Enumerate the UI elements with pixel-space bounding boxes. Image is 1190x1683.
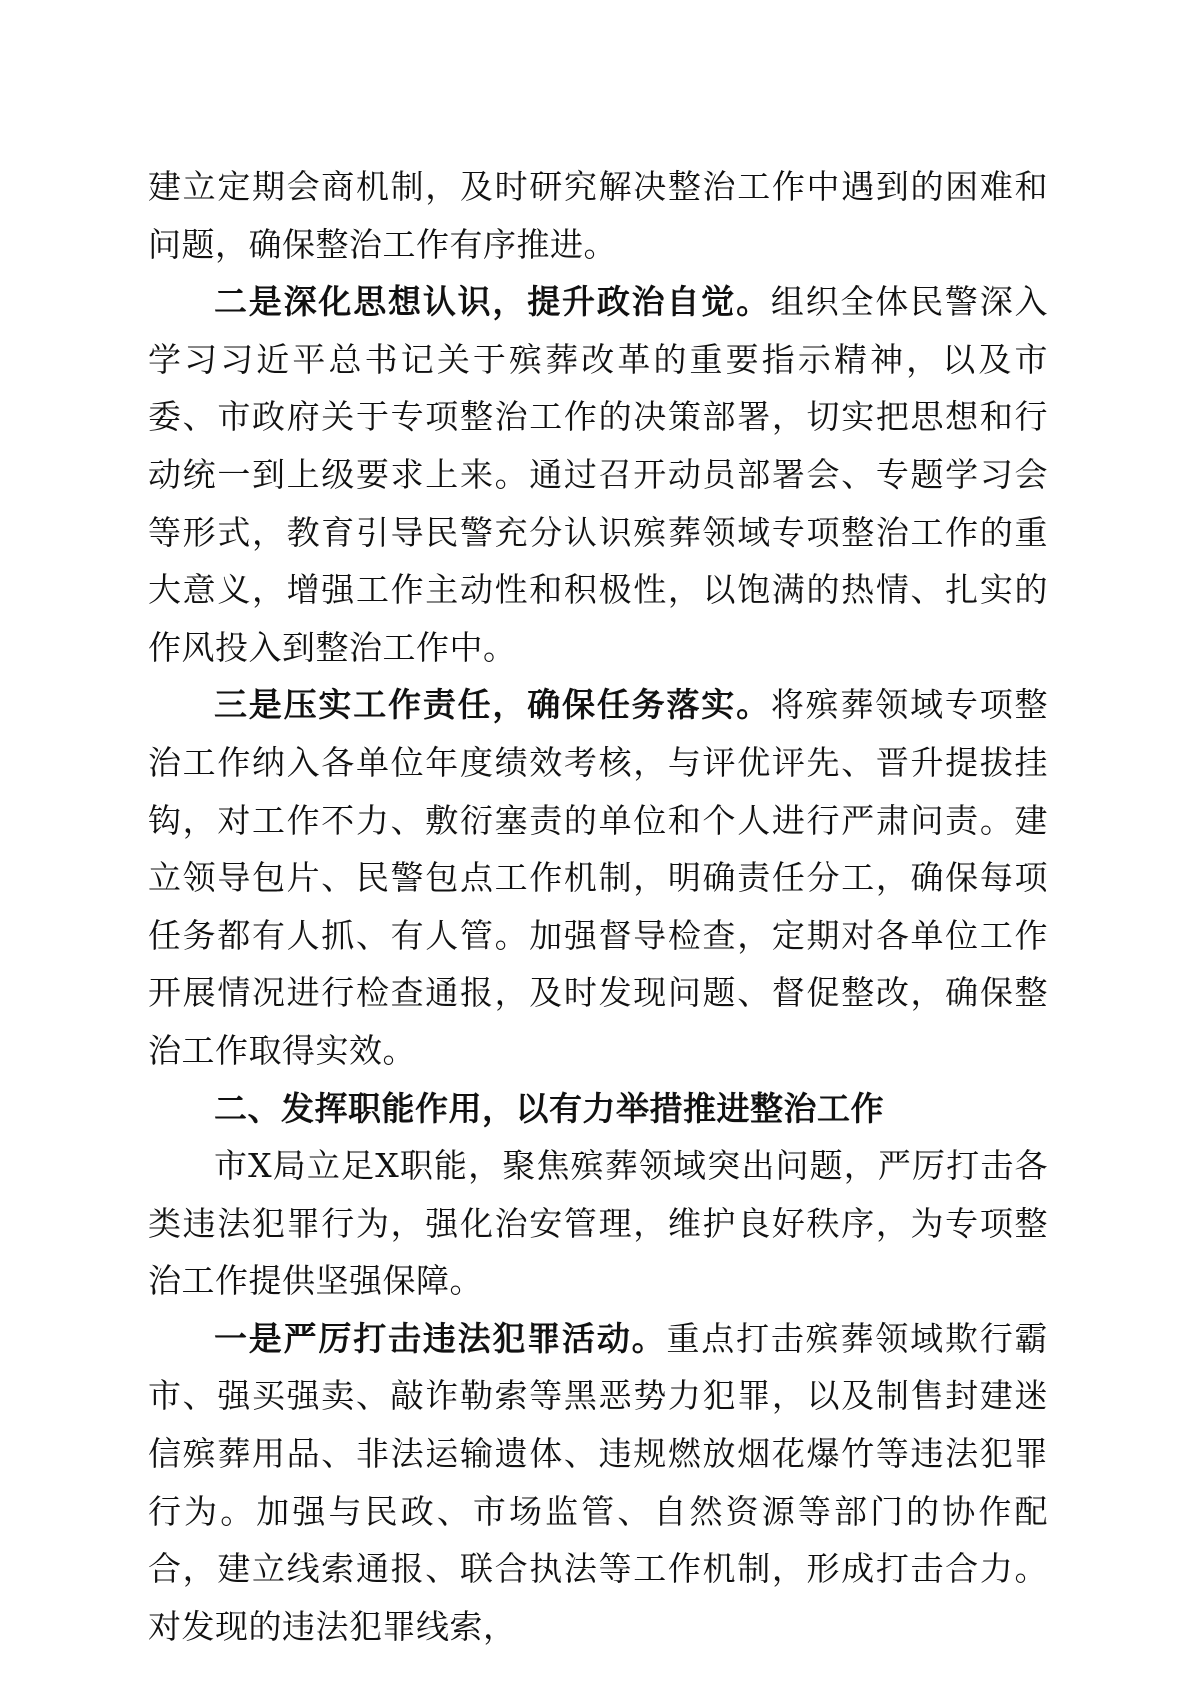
paragraph-lead: 三是压实工作责任，确保任务落实。 <box>214 685 771 725</box>
paragraph-text: 重点打击殡葬领域欺行霸市、强买强卖、敲诈勒索等黑恶势力犯罪，以及制售封建迷信殡葬用品、非法运输遗体、违规燃放烟花爆竹等违法犯罪行为。加强与民政、市场监管、自然资源等部门的协作配合，建立线索通报、联合执法等工作机制，形成打击合力。对发现的违法犯罪线索， <box>148 1318 1049 1646</box>
paragraph-responsibility <box>148 676 1048 1079</box>
document-body <box>148 158 1048 1655</box>
section-heading <box>148 1080 1048 1138</box>
paragraph-text: 组织全体民警深入学习习近平总书记关于殡葬改革的重要指示精神，以及市委、市政府关于专项整治工作的决策部署，切实把思想和行动统一到上级要求上来。通过召开动员部署会、专题学习会等形式，教育引导民警充分认识殡葬领域专项整治工作的重大意义，增强工作主动性和积极性，以饱满的热情、扎实的作风投入到整治工作中。 <box>148 282 1049 667</box>
paragraph-section-intro <box>148 1137 1048 1310</box>
paragraph-text: 建立定期会商机制，及时研究解决整治工作中遇到的困难和问题，确保整治工作有序推进。 <box>148 167 1048 264</box>
paragraph-deepen-ideology <box>148 273 1048 676</box>
section-heading-text: 二、发挥职能作用，以有力举措推进整治工作 <box>214 1088 884 1128</box>
paragraph-continuation <box>148 158 1048 273</box>
paragraph-text: 将殡葬领域专项整治工作纳入各单位年度绩效考核，与评优评先、晋升提拔挂钩，对工作不力、敷衍塞责的单位和个人进行严肃问责。建立领导包片、民警包点工作机制，明确责任分工，确保每项任务都有人抓、有人管。加强督导检查，定期对各单位工作开展情况进行检查通报，及时发现问题、督促整改，确保整治工作取得实效。 <box>148 685 1049 1070</box>
paragraph-crackdown <box>148 1310 1048 1656</box>
paragraph-text: 市X局立足X职能，聚焦殡葬领域突出问题，严厉打击各类违法犯罪行为，强化治安管理，维护良好秩序，为专项整治工作提供坚强保障。 <box>148 1146 1048 1301</box>
paragraph-lead: 二是深化思想认识，提升政治自觉。 <box>214 282 771 322</box>
paragraph-lead: 一是严厉打击违法犯罪活动。 <box>214 1318 667 1358</box>
